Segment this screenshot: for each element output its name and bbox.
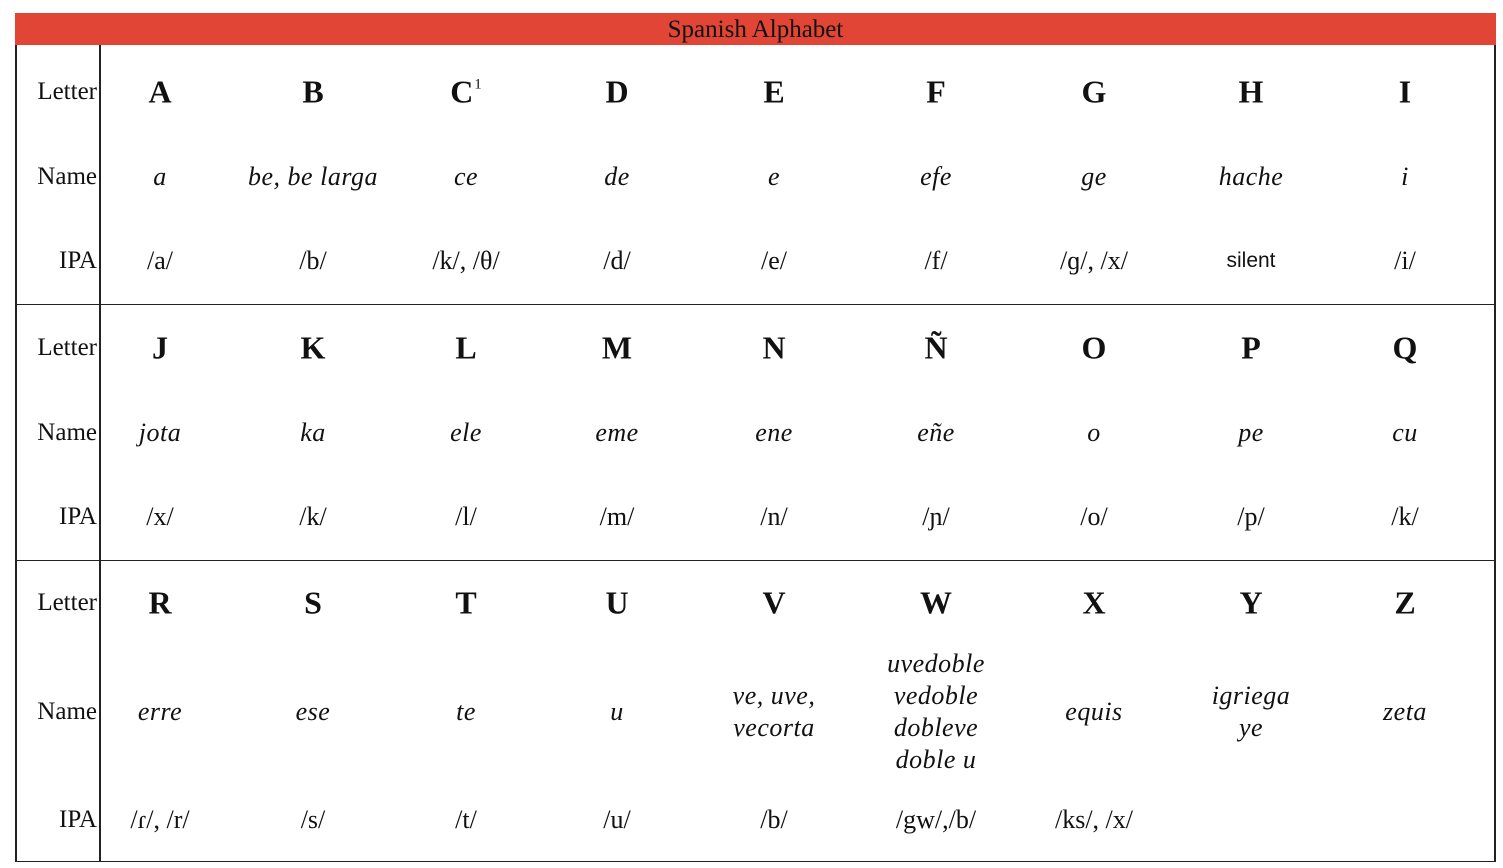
letter-glyph: F bbox=[926, 73, 946, 110]
letter-glyph: C bbox=[450, 73, 474, 110]
letter-cell bbox=[1019, 74, 1169, 111]
letter-glyph: J bbox=[152, 329, 168, 366]
name-cell: igriega ye bbox=[1211, 681, 1291, 742]
name-cell: eme bbox=[595, 418, 639, 447]
letter-glyph: I bbox=[1398, 73, 1412, 110]
letter-cell bbox=[861, 330, 1011, 367]
letter-cell bbox=[238, 74, 388, 111]
letter-glyph: B bbox=[302, 73, 324, 110]
ipa-cell: /t/ bbox=[455, 805, 477, 834]
letter-glyph: L bbox=[455, 329, 477, 366]
letter-cell bbox=[238, 585, 388, 622]
letter-cell bbox=[391, 585, 541, 622]
letter-cell bbox=[1176, 585, 1326, 622]
letter-glyph: T bbox=[455, 584, 477, 621]
row-label-letter: Letter bbox=[37, 334, 97, 361]
alphabet-block-2 bbox=[15, 305, 1496, 561]
row-label-letter: Letter bbox=[37, 78, 97, 105]
name-cell: i bbox=[1401, 162, 1409, 191]
name-cell: ve, uve, vecorta bbox=[732, 681, 816, 742]
letter-cell bbox=[542, 585, 692, 622]
letter-glyph: P bbox=[1241, 329, 1261, 366]
ipa-cell: /m/ bbox=[599, 502, 635, 531]
ipa-cell: /k/ bbox=[1391, 502, 1419, 531]
name-cell: ele bbox=[450, 418, 482, 447]
name-cell: hache bbox=[1218, 162, 1284, 191]
letter-glyph: D bbox=[605, 73, 629, 110]
alphabet-block-3 bbox=[15, 561, 1496, 862]
ipa-cell: /e/ bbox=[761, 246, 787, 275]
name-cell: te bbox=[456, 697, 476, 726]
letter-cell bbox=[1176, 330, 1326, 367]
ipa-cell: /i/ bbox=[1394, 246, 1416, 275]
letter-glyph: U bbox=[605, 584, 629, 621]
ipa-cell: /a/ bbox=[147, 246, 173, 275]
ipa-cell: /b/ bbox=[760, 805, 788, 834]
letter-cell bbox=[861, 585, 1011, 622]
row-label-name: Name bbox=[37, 419, 97, 446]
letter-cell bbox=[238, 330, 388, 367]
table-title-bar bbox=[15, 13, 1496, 45]
letter-cell bbox=[85, 330, 235, 367]
letter-glyph: G bbox=[1081, 73, 1107, 110]
row-label-name: Name bbox=[37, 163, 97, 190]
name-cell: ene bbox=[755, 418, 793, 447]
ipa-cell: /o/ bbox=[1080, 502, 1108, 531]
letter-glyph: R bbox=[148, 584, 172, 621]
name-cell: zeta bbox=[1383, 697, 1427, 726]
letter-cell bbox=[1330, 74, 1480, 111]
name-cell: ese bbox=[295, 697, 331, 726]
name-cell: be, be larga bbox=[248, 162, 378, 191]
ipa-cell: /gw/,/b/ bbox=[895, 805, 977, 834]
row-label-ipa: IPA bbox=[59, 806, 97, 833]
name-cell: u bbox=[610, 697, 624, 726]
letter-glyph: M bbox=[601, 329, 633, 366]
letter-cell bbox=[1019, 585, 1169, 622]
name-cell: equis bbox=[1065, 697, 1123, 726]
ipa-cell: /ks/, /x/ bbox=[1054, 805, 1133, 834]
letter-cell bbox=[1330, 585, 1480, 622]
ipa-cell: silent bbox=[1226, 249, 1276, 272]
ipa-cell: /u/ bbox=[603, 805, 631, 834]
ipa-cell: /p/ bbox=[1237, 502, 1265, 531]
ipa-cell: /n/ bbox=[760, 502, 788, 531]
letter-glyph: Q bbox=[1392, 329, 1418, 366]
name-cell: pe bbox=[1238, 418, 1264, 447]
footnote-marker: 1 bbox=[474, 76, 482, 93]
name-cell: erre bbox=[137, 697, 183, 726]
name-cell: ka bbox=[300, 418, 326, 447]
letter-glyph: H bbox=[1238, 73, 1264, 110]
table-title: Spanish Alphabet bbox=[667, 16, 844, 43]
letter-glyph: K bbox=[300, 329, 326, 366]
letter-glyph: S bbox=[304, 584, 322, 621]
ipa-cell: /k/, /θ/ bbox=[432, 246, 500, 275]
row-label-ipa: IPA bbox=[59, 503, 97, 530]
row-label-name: Name bbox=[37, 698, 97, 725]
letter-cell bbox=[1330, 330, 1480, 367]
ipa-cell: /d/ bbox=[603, 246, 631, 275]
name-cell: e bbox=[767, 162, 781, 191]
letter-glyph: A bbox=[148, 73, 172, 110]
alphabet-block-1 bbox=[15, 45, 1496, 305]
letter-glyph: Z bbox=[1394, 584, 1416, 621]
ipa-cell: /b/ bbox=[299, 246, 327, 275]
letter-cell bbox=[542, 74, 692, 111]
ipa-cell: /ɲ/ bbox=[922, 502, 950, 531]
letter-cell bbox=[85, 585, 235, 622]
name-cell: o bbox=[1087, 418, 1101, 447]
letter-glyph: V bbox=[762, 584, 786, 621]
row-label-letter: Letter bbox=[37, 589, 97, 616]
name-cell: ce bbox=[453, 162, 479, 191]
letter-cell bbox=[1176, 74, 1326, 111]
letter-glyph: W bbox=[920, 584, 952, 621]
ipa-cell: /f/ bbox=[924, 246, 948, 275]
name-cell: jota bbox=[138, 418, 182, 447]
name-cell: de bbox=[604, 162, 630, 191]
letter-glyph: X bbox=[1082, 584, 1106, 621]
name-cell: a bbox=[153, 162, 167, 191]
name-cell: efe bbox=[920, 162, 952, 191]
ipa-cell: /l/ bbox=[455, 502, 477, 531]
letter-glyph: N bbox=[762, 329, 786, 366]
row-label-ipa: IPA bbox=[59, 247, 97, 274]
letter-cell bbox=[699, 74, 849, 111]
letter-glyph: Y bbox=[1239, 584, 1263, 621]
letter-cell bbox=[861, 74, 1011, 111]
letter-cell bbox=[1019, 330, 1169, 367]
letter-cell bbox=[699, 330, 849, 367]
letter-cell bbox=[542, 330, 692, 367]
name-cell: eñe bbox=[917, 418, 955, 447]
ipa-cell: /ɡ/, /x/ bbox=[1060, 246, 1128, 275]
ipa-cell: /s/ bbox=[300, 805, 326, 834]
letter-cell bbox=[85, 74, 235, 111]
letter-cell bbox=[699, 585, 849, 622]
name-cell: cu bbox=[1392, 418, 1418, 447]
letter-glyph: O bbox=[1081, 329, 1107, 366]
letter-cell bbox=[391, 74, 541, 111]
name-cell: uvedoble vedoble dobleve doble u bbox=[887, 649, 985, 774]
letter-glyph: Ñ bbox=[924, 329, 948, 366]
letter-cell bbox=[391, 330, 541, 367]
letter-glyph: E bbox=[763, 73, 785, 110]
name-cell: ge bbox=[1081, 162, 1107, 191]
ipa-cell: /ɾ/, /r/ bbox=[130, 805, 190, 834]
ipa-cell: /x/ bbox=[146, 502, 174, 531]
ipa-cell: /k/ bbox=[299, 502, 327, 531]
